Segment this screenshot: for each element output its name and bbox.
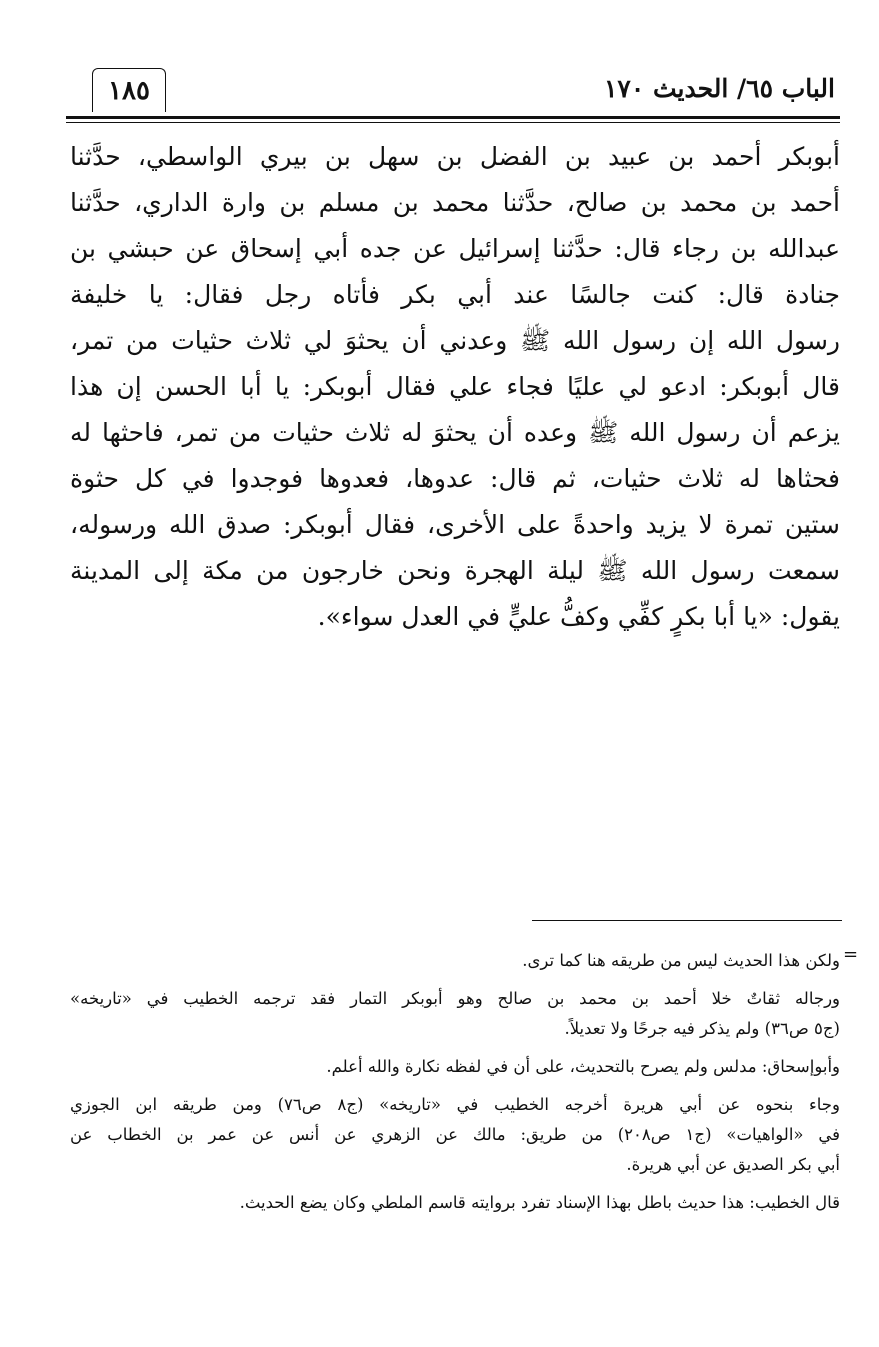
- text-line: ستين تمرة لا يزيد واحدةً على الأخرى، فقال أبوبكر: صدق الله ورسوله،: [70, 510, 840, 539]
- page-number: ١٨٥: [92, 68, 166, 112]
- header-rule-thin: [66, 122, 840, 123]
- text-line: يقول: «يا أبا بكرٍ كفِّي وكفُّ عليٍّ في العدل سواء».: [317, 602, 840, 631]
- footnote: [70, 1090, 840, 1180]
- text-line: أبوبكر أحمد بن عبيد بن الفضل بن سهل بن بيري الواسطي، حدَّثنا: [70, 142, 840, 171]
- footnote-line: (ج٥ ص٣٦) ولم يذكر فيه جرحًا ولا تعديلاً.: [564, 1019, 840, 1038]
- header-rule-thick: [66, 116, 840, 119]
- footnote-line: أبي بكر الصديق عن أبي هريرة.: [626, 1155, 840, 1174]
- footnote: [70, 1188, 840, 1218]
- text-line: سمعت رسول الله ﷺ ليلة الهجرة ونحن خارجون من مكة إلى المدينة: [70, 556, 840, 585]
- running-header-title: الباب ٦٥/ الحديث ١٧٠: [604, 74, 835, 103]
- footnote-line: وأبوإسحاق: مدلس ولم يصرح بالتحديث، على أن في لفظه نكارة والله أعلم.: [326, 1057, 840, 1076]
- text-line: جنادة قال: كنت جالسًا عند أبي بكر فأتاه رجل فقال: يا خليفة: [70, 280, 840, 309]
- text-line: فحثاها له ثلاث حثيات، ثم قال: عدوها، فعدوها فوجدوا في كل حثوة: [70, 464, 840, 493]
- text-line: رسول الله إن رسول الله ﷺ وعدني أن يحثوَ لي ثلاث حثيات من تمر،: [70, 326, 840, 355]
- footnotes: [70, 946, 840, 1226]
- footnote: [70, 1052, 840, 1082]
- footnote-continuation-marker: =: [843, 944, 859, 965]
- hadith-text: [70, 134, 840, 640]
- text-line: قال أبوبكر: ادعو لي عليًا فجاء علي فقال أبوبكر: يا أبا الحسن إن هذا: [70, 372, 840, 401]
- footnote-separator: [532, 920, 842, 921]
- footnote-line: في «الواهيات» (ج١ ص٢٠٨) من طريق: مالك عن الزهري عن أنس عن عمر بن الخطاب عن: [70, 1125, 840, 1144]
- footnote: [70, 946, 840, 976]
- text-line: أحمد بن محمد بن صالح، حدَّثنا محمد بن مسلم بن وارة الداري، حدَّثنا: [70, 188, 840, 217]
- text-line: عبدالله بن رجاء قال: حدَّثنا إسرائيل عن جده أبي إسحاق عن حبشي بن: [70, 234, 840, 263]
- footnote-line: قال الخطيب: هذا حديث باطل بهذا الإسناد تفرد بروايته قاسم الملطي وكان يضع الحديث.: [239, 1193, 840, 1212]
- footnote-line: ولكن هذا الحديث ليس من طريقه هنا كما ترى.: [522, 951, 840, 970]
- footnote-line: وجاء بنحوه عن أبي هريرة أخرجه الخطيب في «تاريخه» (ج٨ ص٧٦) ومن طريقه ابن الجوزي: [70, 1095, 840, 1114]
- text-line: يزعم أن رسول الله ﷺ وعده أن يحثوَ له ثلاث حثيات من تمر، فاحثها له: [70, 418, 840, 447]
- footnote: [70, 984, 840, 1044]
- footnote-line: ورجاله ثقاتٌ خلا أحمد بن محمد بن صالح وهو أبوبكر التمار فقد ترجمه الخطيب في «تاريخه»: [70, 989, 840, 1008]
